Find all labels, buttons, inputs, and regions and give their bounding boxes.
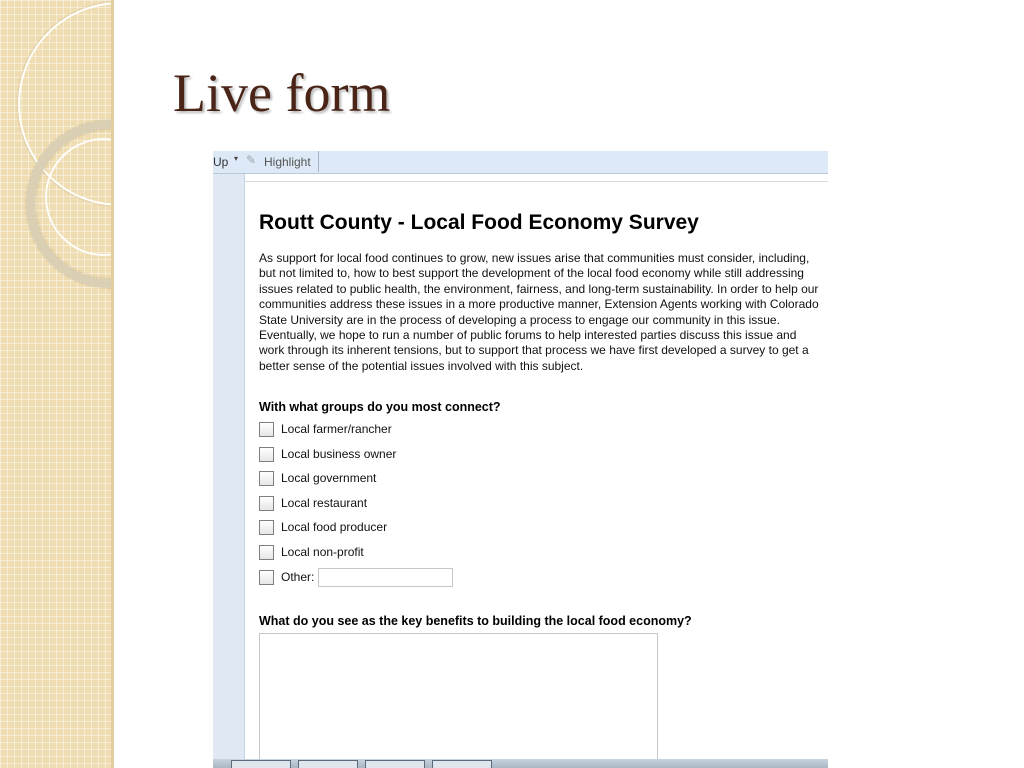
decorative-sidebar [0, 0, 114, 768]
sidebar-edge [111, 0, 114, 768]
taskbar-button[interactable] [231, 760, 291, 768]
checkbox[interactable] [259, 545, 274, 560]
other-text-field[interactable] [318, 568, 453, 587]
option-label: Local non-profit [281, 545, 364, 559]
question-benefits-label: What do you see as the key benefits to building the local food economy? [259, 614, 692, 628]
benefits-textarea[interactable] [259, 633, 658, 768]
option-label: Local government [281, 471, 377, 485]
checkbox[interactable] [259, 447, 274, 462]
option-label: Local farmer/rancher [281, 422, 392, 436]
form-description: As support for local food continues to grow, new issues arise that communities must consider, including, but not limited to, how to best support the development of the local food economy while still addressing issues related to public health, the environment, fairness, and long-term sustainability. In order to help our communities address these issues in a more productive manner, Extension Agents working with Colorado State University are in the process of developing a process to engage our community in this issue. Eventually, we hope to run a number of public forums to help interested parties discuss this issue and work through its inherent tensions, but to support that process we have first developed a survey to get a better sense of the potential issues involved with this subject. [259, 251, 819, 373]
survey-form [259, 151, 828, 768]
checkbox[interactable] [259, 422, 274, 437]
option-label: Local restaurant [281, 496, 368, 510]
taskbar-button[interactable] [365, 760, 425, 768]
slide-title: Live form [173, 63, 391, 123]
page-left-gutter [213, 174, 245, 768]
taskbar-button[interactable] [298, 760, 358, 768]
checkbox[interactable] [259, 570, 274, 585]
pencil-icon: ✎ [246, 153, 257, 167]
option-label: Local food producer [281, 520, 388, 534]
checkbox[interactable] [259, 471, 274, 486]
checkbox[interactable] [259, 520, 274, 535]
up-button[interactable]: Up [213, 155, 229, 169]
taskbar [213, 759, 828, 768]
option-label: Local business owner [281, 447, 397, 461]
browser-screenshot [213, 151, 828, 768]
question-groups-label: With what groups do you most connect? [259, 400, 501, 414]
form-title: Routt County - Local Food Economy Survey [259, 211, 699, 234]
chevron-down-icon[interactable]: ▾ [234, 154, 239, 163]
checkbox[interactable] [259, 496, 274, 511]
taskbar-button[interactable] [432, 760, 492, 768]
other-label: Other: [281, 570, 315, 584]
highlight-button[interactable]: Highlight [264, 155, 311, 169]
